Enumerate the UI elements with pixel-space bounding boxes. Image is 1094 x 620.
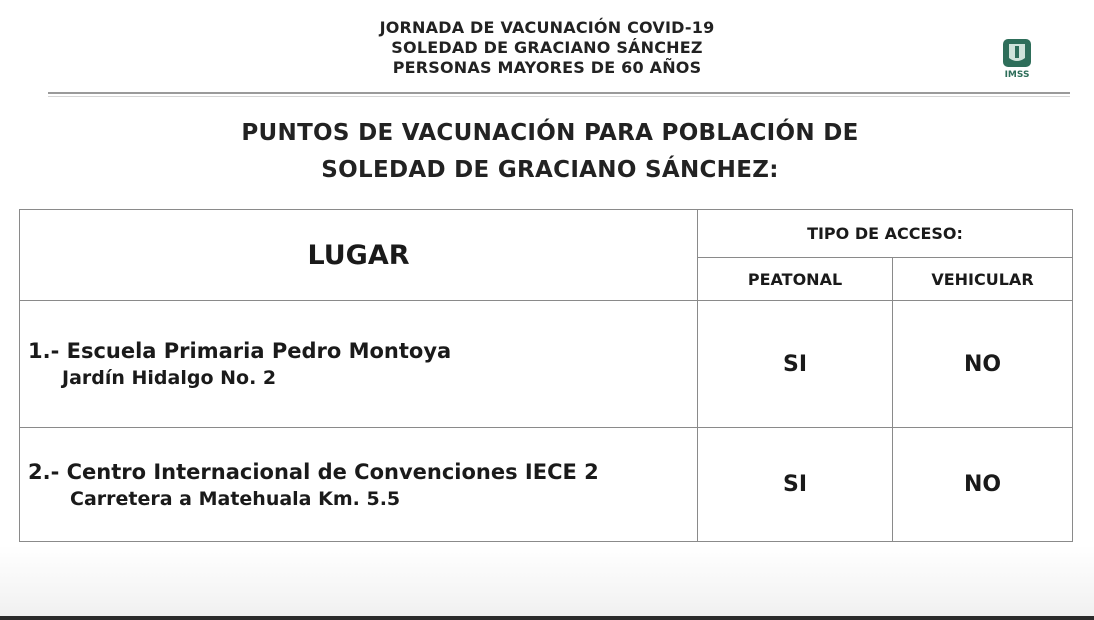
place-cell: [20, 301, 698, 428]
column-header-peatonal: PEATONAL: [698, 258, 893, 301]
peatonal-value: SI: [698, 428, 893, 542]
table-row: [20, 301, 1073, 428]
peatonal-value: SI: [698, 301, 893, 428]
vehicular-value: NO: [893, 301, 1073, 428]
place-address: Carretera a Matehuala Km. 5.5: [70, 487, 401, 510]
vehicular-value: NO: [893, 428, 1073, 542]
place-address: Jardín Hidalgo No. 2: [62, 367, 277, 389]
column-header-vehicular: VEHICULAR: [893, 258, 1073, 301]
document-header: [0, 18, 1094, 78]
vaccination-points-table: [19, 209, 1073, 542]
header-line-3: PERSONAS MAYORES DE 60 AÑOS: [392, 58, 702, 77]
logo-text: IMSS: [1004, 70, 1030, 80]
bottom-edge-bar: [0, 616, 1094, 620]
place-name: 1.- Escuela Primaria Pedro Montoya: [28, 339, 452, 363]
imss-logo-icon: [1000, 38, 1034, 80]
column-header-tipo-acceso: TIPO DE ACCESO:: [698, 210, 1073, 258]
table-row: [20, 428, 1073, 542]
header-line-2: SOLEDAD DE GRACIANO SÁNCHEZ: [391, 38, 703, 57]
place-name: 2.- Centro Internacional de Convenciones IECE 2: [28, 459, 599, 484]
title-line-1: PUNTOS DE VACUNACIÓN PARA POBLACIÓN DE: [241, 120, 859, 146]
header-divider: [48, 92, 1070, 94]
place-cell: [20, 428, 698, 542]
header-line-1: JORNADA DE VACUNACIÓN COVID-19: [379, 18, 715, 37]
table-header-row: [20, 210, 1073, 258]
column-header-lugar: LUGAR: [20, 210, 698, 301]
page-title: [0, 115, 1094, 189]
title-line-2: SOLEDAD DE GRACIANO SÁNCHEZ:: [321, 157, 779, 183]
header-divider-shadow: [48, 96, 1070, 97]
